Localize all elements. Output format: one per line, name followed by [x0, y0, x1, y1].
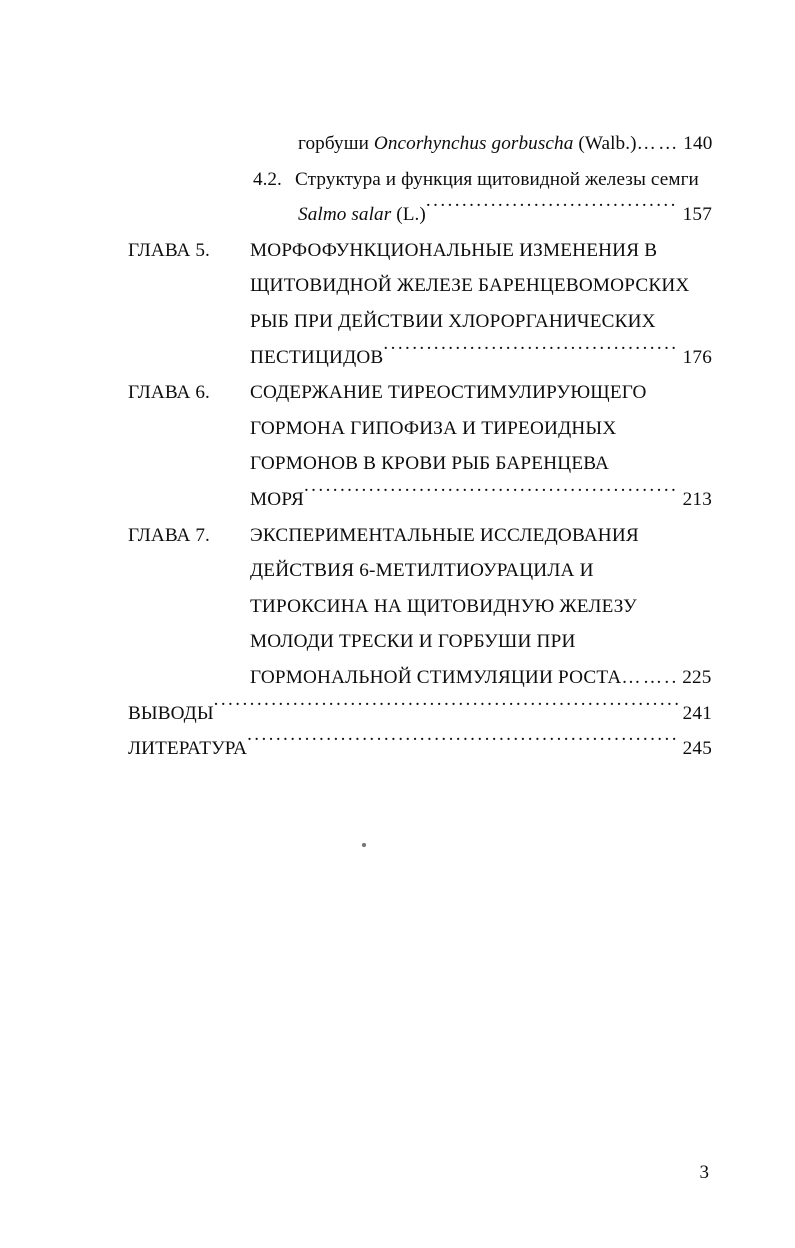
dot-leader: [426, 201, 679, 220]
toc-section-number: 4.2.: [253, 168, 282, 190]
dot-leader: [247, 735, 679, 754]
toc-entry-chapter-6-line-1: [128, 375, 712, 411]
table-of-contents: [128, 126, 712, 767]
toc-entry-chapter-5-line-3: [128, 304, 712, 340]
dot-leader: ……..: [621, 666, 679, 688]
toc-backmatter-label: ЛИТЕРАТУРА: [128, 738, 248, 760]
toc-entry-text-tail: (L.): [391, 204, 426, 226]
dot-leader: [214, 699, 679, 718]
toc-chapter-title-line: ЩИТОВИДНОЙ ЖЕЛЕЗЕ БАРЕНЦЕВОМОРСКИХ: [250, 275, 690, 297]
toc-entry-continuation: [128, 197, 712, 233]
toc-page-number: 241: [682, 702, 712, 724]
toc-entry-chapter-7-line-4: [128, 624, 712, 660]
toc-entry-chapter-6-line-2: [128, 411, 712, 447]
toc-entry-text-plain: горбуши: [298, 133, 374, 154]
toc-chapter-title-line: ЭКСПЕРИМЕНТАЛЬНЫЕ ИССЛЕДОВАНИЯ: [250, 524, 639, 546]
toc-chapter-label: ГЛАВА 6.: [128, 382, 210, 404]
toc-page-number: 176: [682, 346, 712, 368]
toc-entry-text: [298, 197, 426, 233]
toc-page-number: 157: [682, 204, 712, 226]
toc-entry-chapter-7-line-2: [128, 553, 712, 589]
toc-entry-chapter-7-line-3: [128, 589, 712, 625]
toc-entry-chapter-7-line-1: [128, 518, 712, 554]
toc-entry-conclusions: [128, 696, 712, 732]
toc-entry-section-4-2: [128, 162, 712, 198]
dot-leader: ……: [636, 133, 680, 154]
toc-chapter-title-line: ГОРМОНАЛЬНОЙ СТИМУЛЯЦИИ РОСТА: [250, 666, 622, 688]
toc-chapter-title-line: ДЕЙСТВИЯ 6-МЕТИЛТИОУРАЦИЛА И: [250, 560, 594, 582]
toc-chapter-title-line: МОЛОДИ ТРЕСКИ И ГОРБУШИ ПРИ: [250, 631, 576, 653]
toc-entry-references: [128, 731, 712, 767]
toc-chapter-label: ГЛАВА 5.: [128, 239, 210, 261]
toc-chapter-title-line: МОРФОФУНКЦИОНАЛЬНЫЕ ИЗМЕНЕНИЯ В: [250, 239, 658, 261]
toc-backmatter-label: ВЫВОДЫ: [128, 702, 214, 724]
toc-chapter-title-line: ТИРОКСИНА НА ЩИТОВИДНУЮ ЖЕЛЕЗУ: [250, 595, 637, 617]
toc-entry-chapter-7-line-5: [128, 660, 712, 696]
toc-page-number: 213: [682, 488, 712, 510]
toc-entry-chapter-5-line-1: [128, 233, 712, 269]
toc-entry-text: [298, 126, 637, 162]
toc-entry-title: Структура и функция щитовидной железы семги: [295, 168, 699, 190]
toc-page-number: 225: [682, 666, 712, 688]
toc-chapter-label: ГЛАВА 7.: [128, 524, 210, 546]
dot-leader: [304, 486, 679, 505]
toc-entry-text-italic: Oncorhynchus gorbuscha: [373, 133, 574, 154]
toc-entry-chapter-5-line-4: [128, 340, 712, 376]
toc-chapter-title-line: ГОРМОНА ГИПОФИЗА И ТИРЕОИДНЫХ: [250, 417, 617, 439]
toc-entry-chapter-5-line-2: [128, 268, 712, 304]
toc-entry-continuation: [128, 126, 712, 162]
toc-entry-chapter-6-line-3: [128, 446, 712, 482]
page-folio-number: 3: [699, 1162, 709, 1183]
toc-entry-text-italic: Salmo salar: [298, 204, 392, 226]
dot-leader: [383, 343, 679, 362]
toc-entry-chapter-6-line-4: [128, 482, 712, 518]
toc-page-number: 245: [682, 738, 712, 760]
toc-chapter-title-line: ГОРМОНОВ В КРОВИ РЫБ БАРЕНЦЕВА: [250, 453, 610, 475]
toc-chapter-title-line: ПЕСТИЦИДОВ: [250, 346, 384, 368]
toc-chapter-title-line: МОРЯ: [250, 488, 304, 510]
toc-entry-text-tail: (Walb.): [573, 133, 637, 154]
toc-chapter-title-line: СОДЕРЖАНИЕ ТИРЕОСТИМУЛИРУЮЩЕГО: [250, 382, 647, 404]
toc-page-number: 140: [683, 133, 713, 154]
toc-chapter-title-line: РЫБ ПРИ ДЕЙСТВИИ ХЛОРОРГАНИЧЕСКИХ: [250, 310, 656, 332]
scan-artifact-speck: [361, 842, 366, 847]
